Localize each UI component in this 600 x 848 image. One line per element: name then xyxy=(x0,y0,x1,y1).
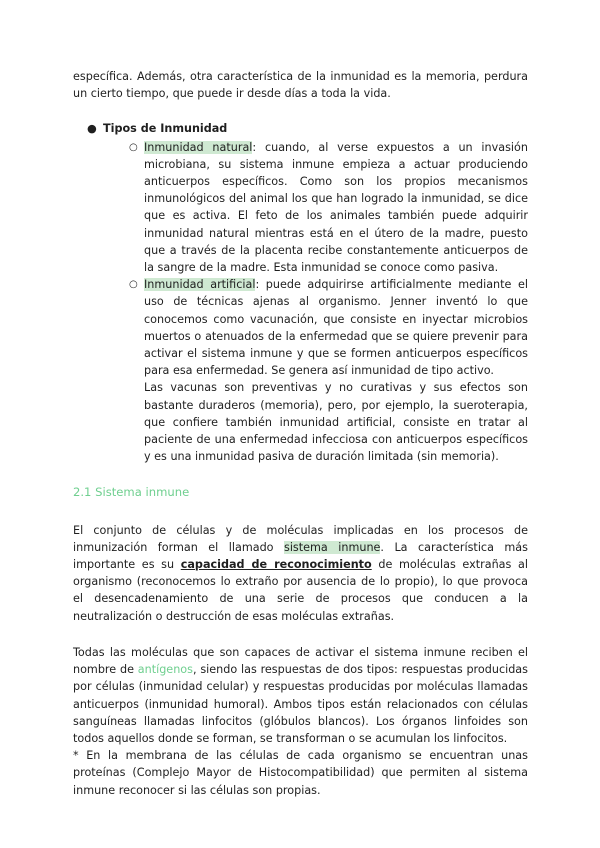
para1-text-mid: . La característica más importante es su xyxy=(73,540,528,572)
list-item-inmunidad-natural xyxy=(73,139,528,277)
note-paragraph: * En la membrana de las células de cada organismo se encuentran unas proteínas (Complejo Mayor de Histocompatibilidad) que permiten al sistema inmune reconocer si las células son propias. xyxy=(73,749,528,797)
capacidad-reconocimiento: capacidad de reconocimiento xyxy=(180,558,372,572)
term-antigenos: antígenos xyxy=(137,663,193,677)
natural-paragraph xyxy=(144,139,528,277)
intro-paragraph: específica. Además, otra característica de la inmunidad es la memoria, perdura un cierto tiempo, que puede ir desde días a toda la vida. xyxy=(73,70,528,101)
para1-text-start: El conjunto de células y de moléculas implicadas en los procesos de inmunización forman el llamado xyxy=(73,523,528,554)
circle-bullet-icon: ○ xyxy=(129,279,138,291)
term-inmunidad-artificial: Inmunidad artificial xyxy=(144,278,256,292)
highlight-sistema-inmune: sistema inmune xyxy=(284,540,381,554)
artificial-paragraph xyxy=(144,276,528,379)
natural-text: : cuando, al verse expuestos a un invasión microbiana, su sistema inmune empieza a actuar produciendo anticuerpos específicos. Como son los propios mecanismos inmunológicos del animal los que han logrado la inmunidad, se dice que es activa. El feto de los animales también puede adquirir inmunidad natural mientras está en el útero de la madre, puesto que a través de la placenta recibe constantemente anticuerpos de la sangre de la madre. Esta inmunidad se conoce como pasiva. xyxy=(144,140,528,275)
bullet-dot-icon: ● xyxy=(87,122,97,136)
sistema-inmune-paragraph xyxy=(73,522,528,625)
para1-text-end: de moléculas extrañas al organismo (reconocemos lo extraño por ausencia de lo propio), lo que provoca el desencadenamiento de una serie de procesos que conducen a la neutralización o destrucción de esas moléculas extrañas. xyxy=(73,558,528,623)
document-page xyxy=(73,68,528,799)
para2-text-end: , siendo las respuestas de dos tipos: respuestas producidas por células (inmunidad celular) y respuestas producidas por moléculas llamadas anticuerpos (inmunidad humoral). Ambos tipos están relacionados con células sanguíneas llamadas linfocitos (glóbulos blancos). Los órganos linfoides son todos aquellos donde se forman, se transforman o se acumulan los linfocitos. xyxy=(73,663,528,745)
para2-text-start: Todas las moléculas que son capaces de activar el sistema inmune reciben el nombre de xyxy=(73,645,528,677)
antigenos-paragraph xyxy=(73,644,528,747)
vacunas-paragraph: Las vacunas son preventivas y no curativas y sus efectos son bastante duraderos (memoria), pero, por ejemplo, la sueroterapia, que confiere también inmunidad artificial, consiste en tratar al paciente de una enfermedad infecciosa con anticuerpos específicos y es una inmunidad pasiva de duración limitada (sin memoria). xyxy=(144,381,528,464)
term-inmunidad-natural: Inmunidad natural xyxy=(144,140,253,154)
bullet-tipos-inmunidad xyxy=(73,120,528,137)
list-item-inmunidad-artificial xyxy=(73,276,528,465)
artificial-text: : puede adquirirse artificialmente mediante el uso de técnicas ajenas al organismo. Jenner inventó lo que conocemos como vacunación, que consiste en inyectar microbios muertos o atenuados de la enfermedad que se quiere prevenir para activar el sistema inmune y que se formen anticuerpos específicos para esa enfermedad. Se genera así inmunidad de tipo activo. xyxy=(144,278,528,378)
section-heading: 2.1 Sistema inmune xyxy=(73,485,190,500)
bullet-title: Tipos de Inmunidad xyxy=(103,122,228,136)
circle-bullet-icon: ○ xyxy=(129,141,138,153)
